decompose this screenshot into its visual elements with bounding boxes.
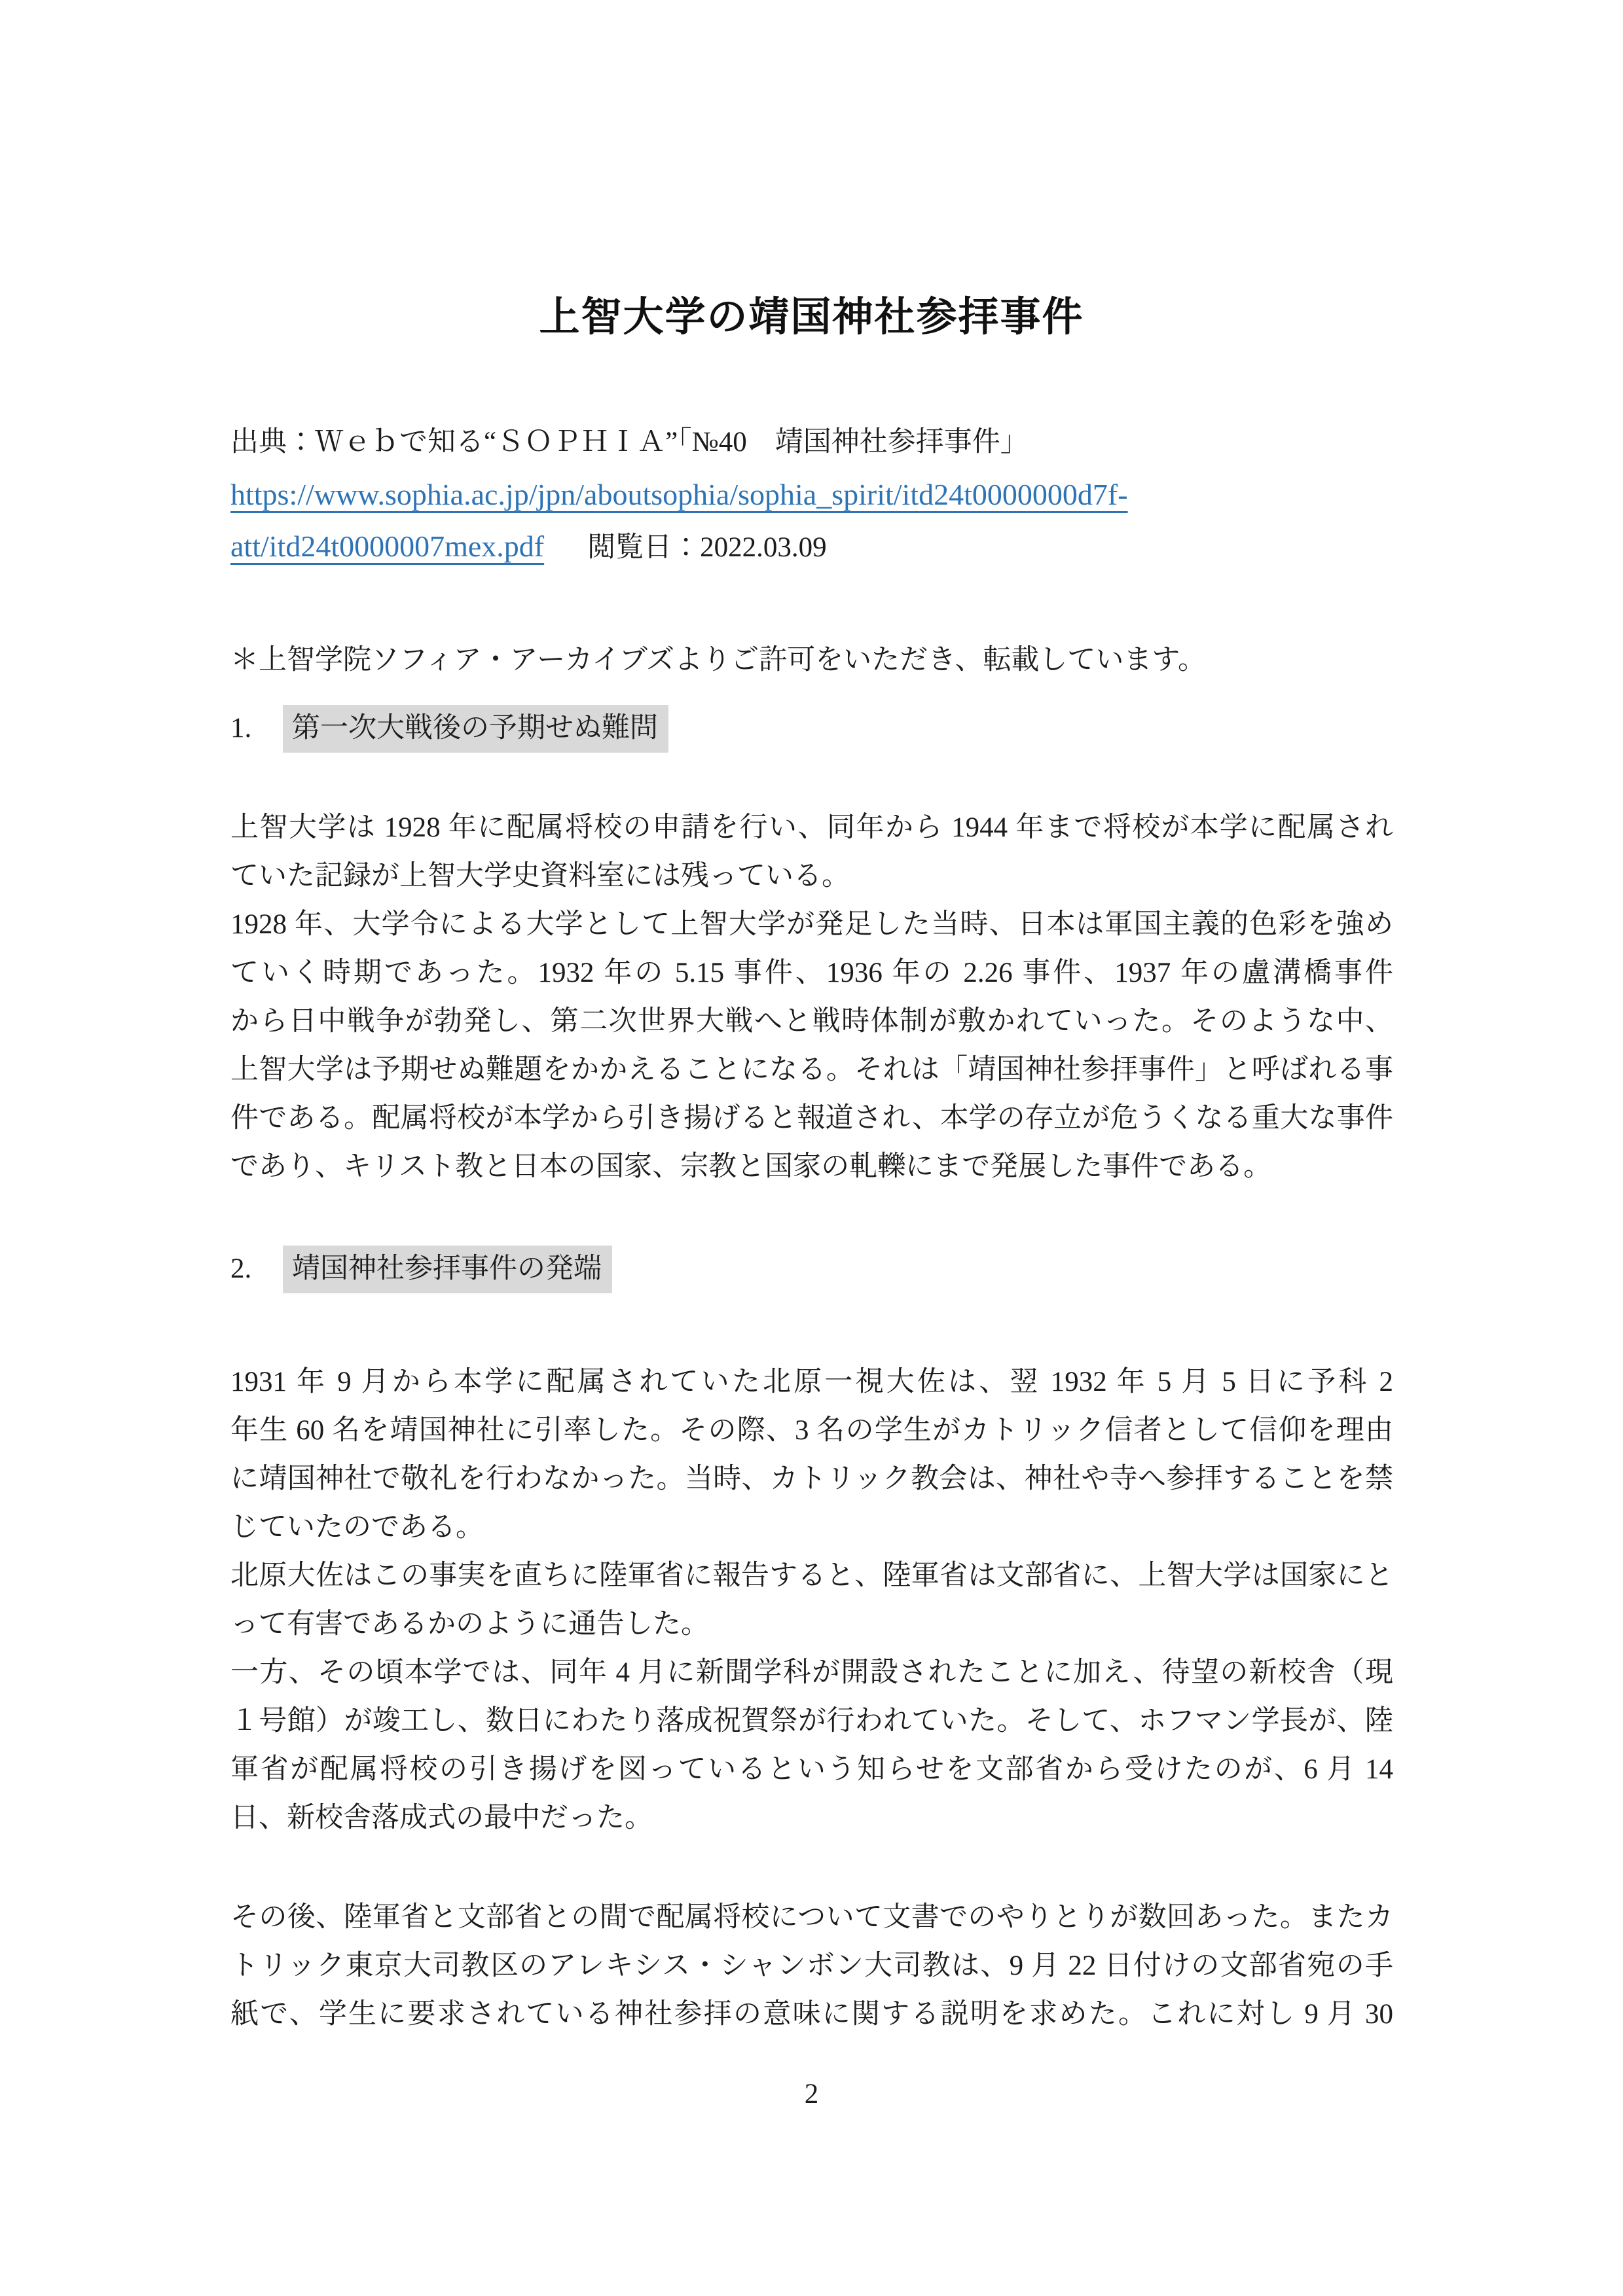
body-paragraph-1 <box>230 804 1393 1191</box>
section-2-heading <box>230 1245 1393 1293</box>
source-url-line1[interactable]: https://www.sophia.ac.jp/jpn/aboutsophia/sophia_spirit/itd24t0000000d7f- <box>230 478 1128 511</box>
body-paragraph-2 <box>230 1358 1393 1842</box>
body-line: 一方、その頃本学では、同年 4 月に新聞学科が開設されたことに加え、待望の新校舎（現 <box>230 1657 1393 1688</box>
body-line: 1931 年 9 月から本学に配属されていた北原一視大佐は、翌 1932 年 5 月 5 日に予科 2 <box>230 1367 1393 1397</box>
body-line: じていたのである。 <box>230 1512 484 1543</box>
body-line: トリック東京大司教区のアレキシス・シャンボン大司教は、9 月 22 日付けの文部省宛の手 <box>230 1950 1393 1981</box>
body-line: ていた記録が上智大学史資料室には残っている。 <box>230 861 850 891</box>
body-line: 日、新校舎落成式の最中だった。 <box>230 1803 653 1833</box>
body-line: って有害であるかのように通告した。 <box>230 1609 709 1640</box>
body-line: から日中戦争が勃発し、第二次世界大戦へと戦時体制が敷かれていった。そのような中、 <box>230 1006 1393 1037</box>
document-title: 上智大学の靖国神社参拝事件 <box>539 295 1084 340</box>
page-number: 2 <box>804 2079 819 2109</box>
body-paragraph-3 <box>230 1893 1393 2039</box>
body-line: ていく時期であった。1932 年の 5.15 事件、1936 年の 2.26 事件、1937 年の盧溝橋事件 <box>230 958 1393 988</box>
source-url-line2[interactable]: att/itd24t0000007mex.pdf <box>230 529 545 563</box>
body-line: 上智大学は 1928 年に配属将校の申請を行い、同年から 1944 年まで将校が本学に配属され <box>230 812 1393 843</box>
section-1-number: 1. <box>230 713 252 744</box>
source-line: 出典：Ｗｅｂで知る“ＳＯＰＨＩＡ”「№40 靖国神社参拝事件」 <box>230 427 1029 457</box>
body-line: 1928 年、大学令による大学として上智大学が発足した当時、日本は軍国主義的色彩を強め <box>230 909 1393 940</box>
body-line: 紙で、学生に要求されている神社参拝の意味に関する説明を求めた。これに対し 9 月 30 <box>230 1999 1393 2030</box>
body-line: 件である。配属将校が本学から引き揚げると報道され、本学の存立が危うくなる重大な事件 <box>230 1103 1393 1134</box>
section-2-heading-highlight: 靖国神社参拝事件の発端 <box>283 1246 612 1293</box>
body-line: １号館）が竣工し、数日にわたり落成祝賀祭が行われていた。そして、ホフマン学長が、陸 <box>230 1706 1393 1736</box>
section-2-number: 2. <box>230 1253 252 1284</box>
body-line: その後、陸軍省と文部省との間で配属将校について文書でのやりとりが数回あった。またカ <box>230 1902 1393 1933</box>
body-line: 北原大佐はこの事実を直ちに陸軍省に報告すると、陸軍省は文部省に、上智大学は国家にと <box>230 1560 1393 1591</box>
body-line: 年生 60 名を靖国神社に引率した。その際、3 名の学生がカトリック信者として信仰を理由 <box>230 1415 1393 1446</box>
section-1-heading <box>230 704 1393 753</box>
body-line: 軍省が配属将校の引き揚げを図っているという知らせを文部省から受けたのが、6 月 14 <box>230 1754 1393 1785</box>
access-date: 閲覧日：2022.03.09 <box>587 532 827 563</box>
section-1-heading-highlight: 第一次大戦後の予期せぬ難問 <box>283 705 668 753</box>
body-line: であり、キリスト教と日本の国家、宗教と国家の軋轢にまで発展した事件である。 <box>230 1151 1272 1182</box>
permission-note: ＊上智学院ソフィア・アーカイブズよりご許可をいただき、転載しています。 <box>230 645 1206 675</box>
body-line: に靖国神社で敬礼を行わなかった。当時、カトリック教会は、神社や寺へ参拝することを禁 <box>230 1463 1393 1494</box>
body-line: 上智大学は予期せぬ難題をかかえることになる。それは「靖国神社参拝事件」と呼ばれる事 <box>230 1054 1393 1085</box>
